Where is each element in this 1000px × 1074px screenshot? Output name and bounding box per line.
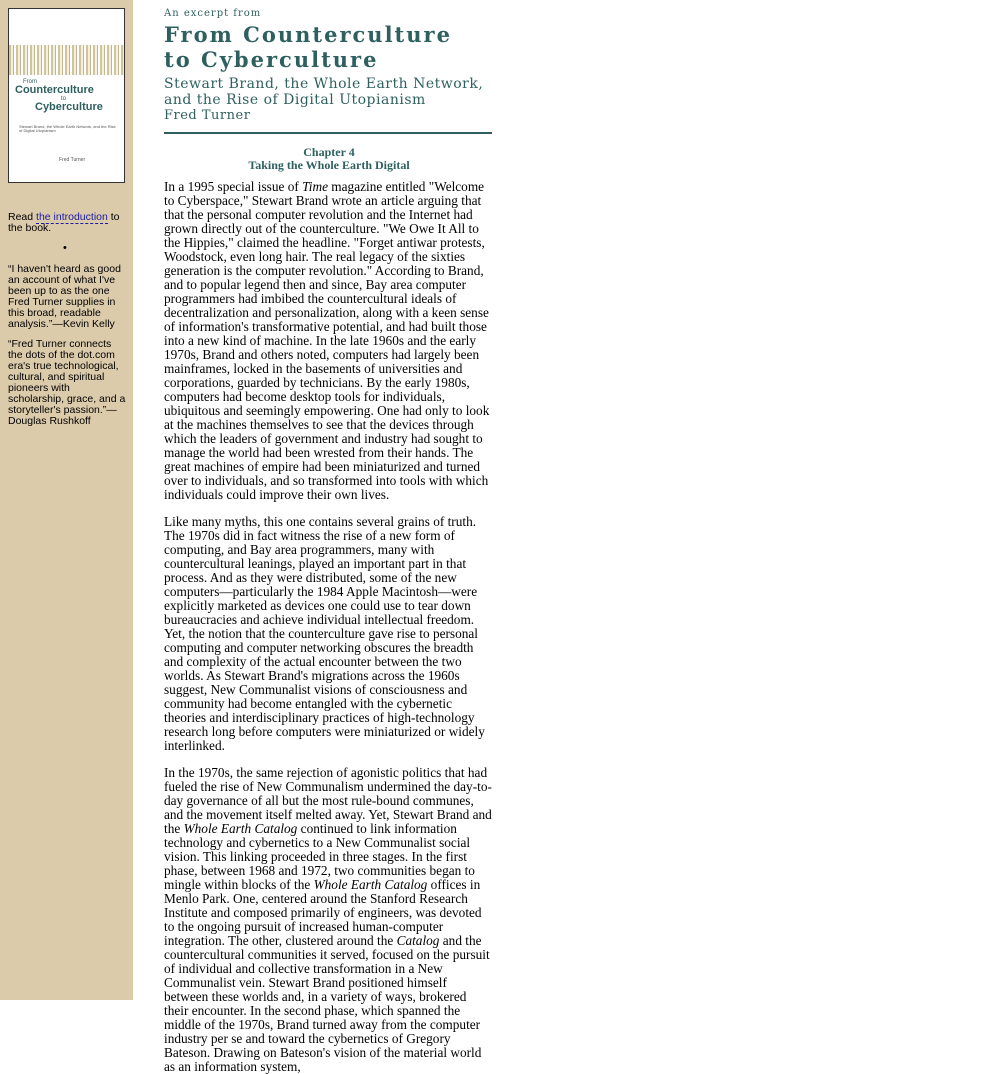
cover-author: Fred Turner: [59, 157, 86, 163]
cover-subtitle: Stewart Brand, the Whole Earth Network, and the Rise of Digital Utopianism: [19, 124, 116, 134]
cover-title: From Counterculture to Cyberculture: [15, 79, 103, 113]
book-author: Fred Turner: [164, 108, 251, 123]
excerpt-label: An excerpt from: [164, 8, 262, 19]
chapter-number: Chapter 4: [303, 145, 355, 159]
separator-bullet: •: [63, 242, 67, 254]
cover-photo-band: [9, 45, 124, 75]
read-introduction-note: Read the introduction to the book.: [8, 211, 120, 234]
header-divider: [164, 132, 492, 134]
blurb-kelly: “I haven't heard as good an account of what I've been up to as the one Fred Turner supplies in this broad, readable analysis.”—Kevin Kelly: [8, 263, 121, 330]
introduction-link[interactable]: the introduction: [36, 211, 108, 223]
book-cover-image[interactable]: [8, 8, 125, 183]
paragraph-2: Like many myths, this one contains several grains of truth. The 1970s did in fact witness the rise of a new form of computing, and Bay area programmers, many with countercultural leanings, played an important part in that process. And as they were distributed, some of the new computers—particularly the 1984 Apple Macintosh—were explicitly marketed as devices one could use to tear down bureaucracies and achieve individual intellectual freedom. Yet, the notion that the counterculture gave rise to personal computing and computer networking obscures the breadth and complexity of the actual encounter between the two worlds. As Stewart Brand's migrations across the 1960s suggest, New Communalist visions of consciousness and community had become entangled with the cybernetic theories and interdisciplinary practices of high-technology research long before computers were miniaturized or widely interlinked.: [164, 514, 485, 753]
sidebar: [0, 0, 133, 1000]
paragraph-3: In the 1970s, the same rejection of agonistic politics that had fueled the rise of New Communalism undermined the day-to-day governance of all but the most rule-bound communes, and the movement itself melted away. Yet, Stewart Brand and the Whole Earth Catalog continued to link information technology and cybernetics to a New Communalist social vision. This linking proceeded in three stages. In the first phase, between 1968 and 1972, two communities began to mingle within blocks of the Whole Earth Catalog offices in Menlo Park. One, centered around the Stanford Research Institute and composed primarily of engineers, was devoted to the ongoing pursuit of increased human-computer integration. The other, clustered around the Catalog and the countercultural communities it served, focused on the pursuit of individual and collective transformation in a New Communalist vein. Stewart Brand positioned himself between these worlds and, in a variety of ways, brokered their encounter. In the second phase, which spanned the middle of the 1970s, Brand turned away from the computer industry per se and toward the cybernetics of Gregory Bateson. Drawing on Bateson's vision of the material world as an information system,: [164, 765, 492, 1074]
chapter-title: Taking the Whole Earth Digital: [248, 158, 410, 172]
chapter-heading: [164, 146, 494, 172]
book-subtitle: Stewart Brand, the Whole Earth Network, and the Rise of Digital Utopianism: [164, 76, 484, 108]
paragraph-1: In a 1995 special issue of Time magazine entitled "Welcome to Cyberspace," Stewart Brand wrote an article arguing that that the personal computer revolution and the Internet had grown directly out of the counterculture. "We Owe It All to the Hippies," claimed the headline. "Forget antiwar protests, Woodstock, even long hair. The real legacy of the sixties generation is the computer revolution." According to Brand, and to popular legend then and since, Bay area computer programmers had imbibed the countercultural ideals of decentralization and personalization, along with a keen sense of information's transformative potential, and had built those into a new kind of machine. In the late 1960s and the early 1970s, Brand and others noted, computers had largely been mainframes, locked in the basements of universities and corporations, guarded by technicians. By the early 1980s, computers had become desktop tools for individuals, ubiquitous and seemingly empowering. One had only to look at the machines themselves to see that the devices through which the leaders of government and industry had sought to manage the world had been wrested from their hands. The great machines of empire had been miniaturized and turned over to individuals, and so transformed into tools with which individuals could improve their own lives.: [164, 179, 490, 502]
main-content: [164, 8, 494, 1074]
book-title: From Counterculture to Cyberculture: [164, 22, 452, 72]
blurb-rushkoff: “Fred Turner connects the dots of the dot.com era's true technological, cultural, and spiritual pioneers with scholarship, grace, and a storyteller's passion.”—Douglas Rushkoff: [8, 338, 126, 427]
